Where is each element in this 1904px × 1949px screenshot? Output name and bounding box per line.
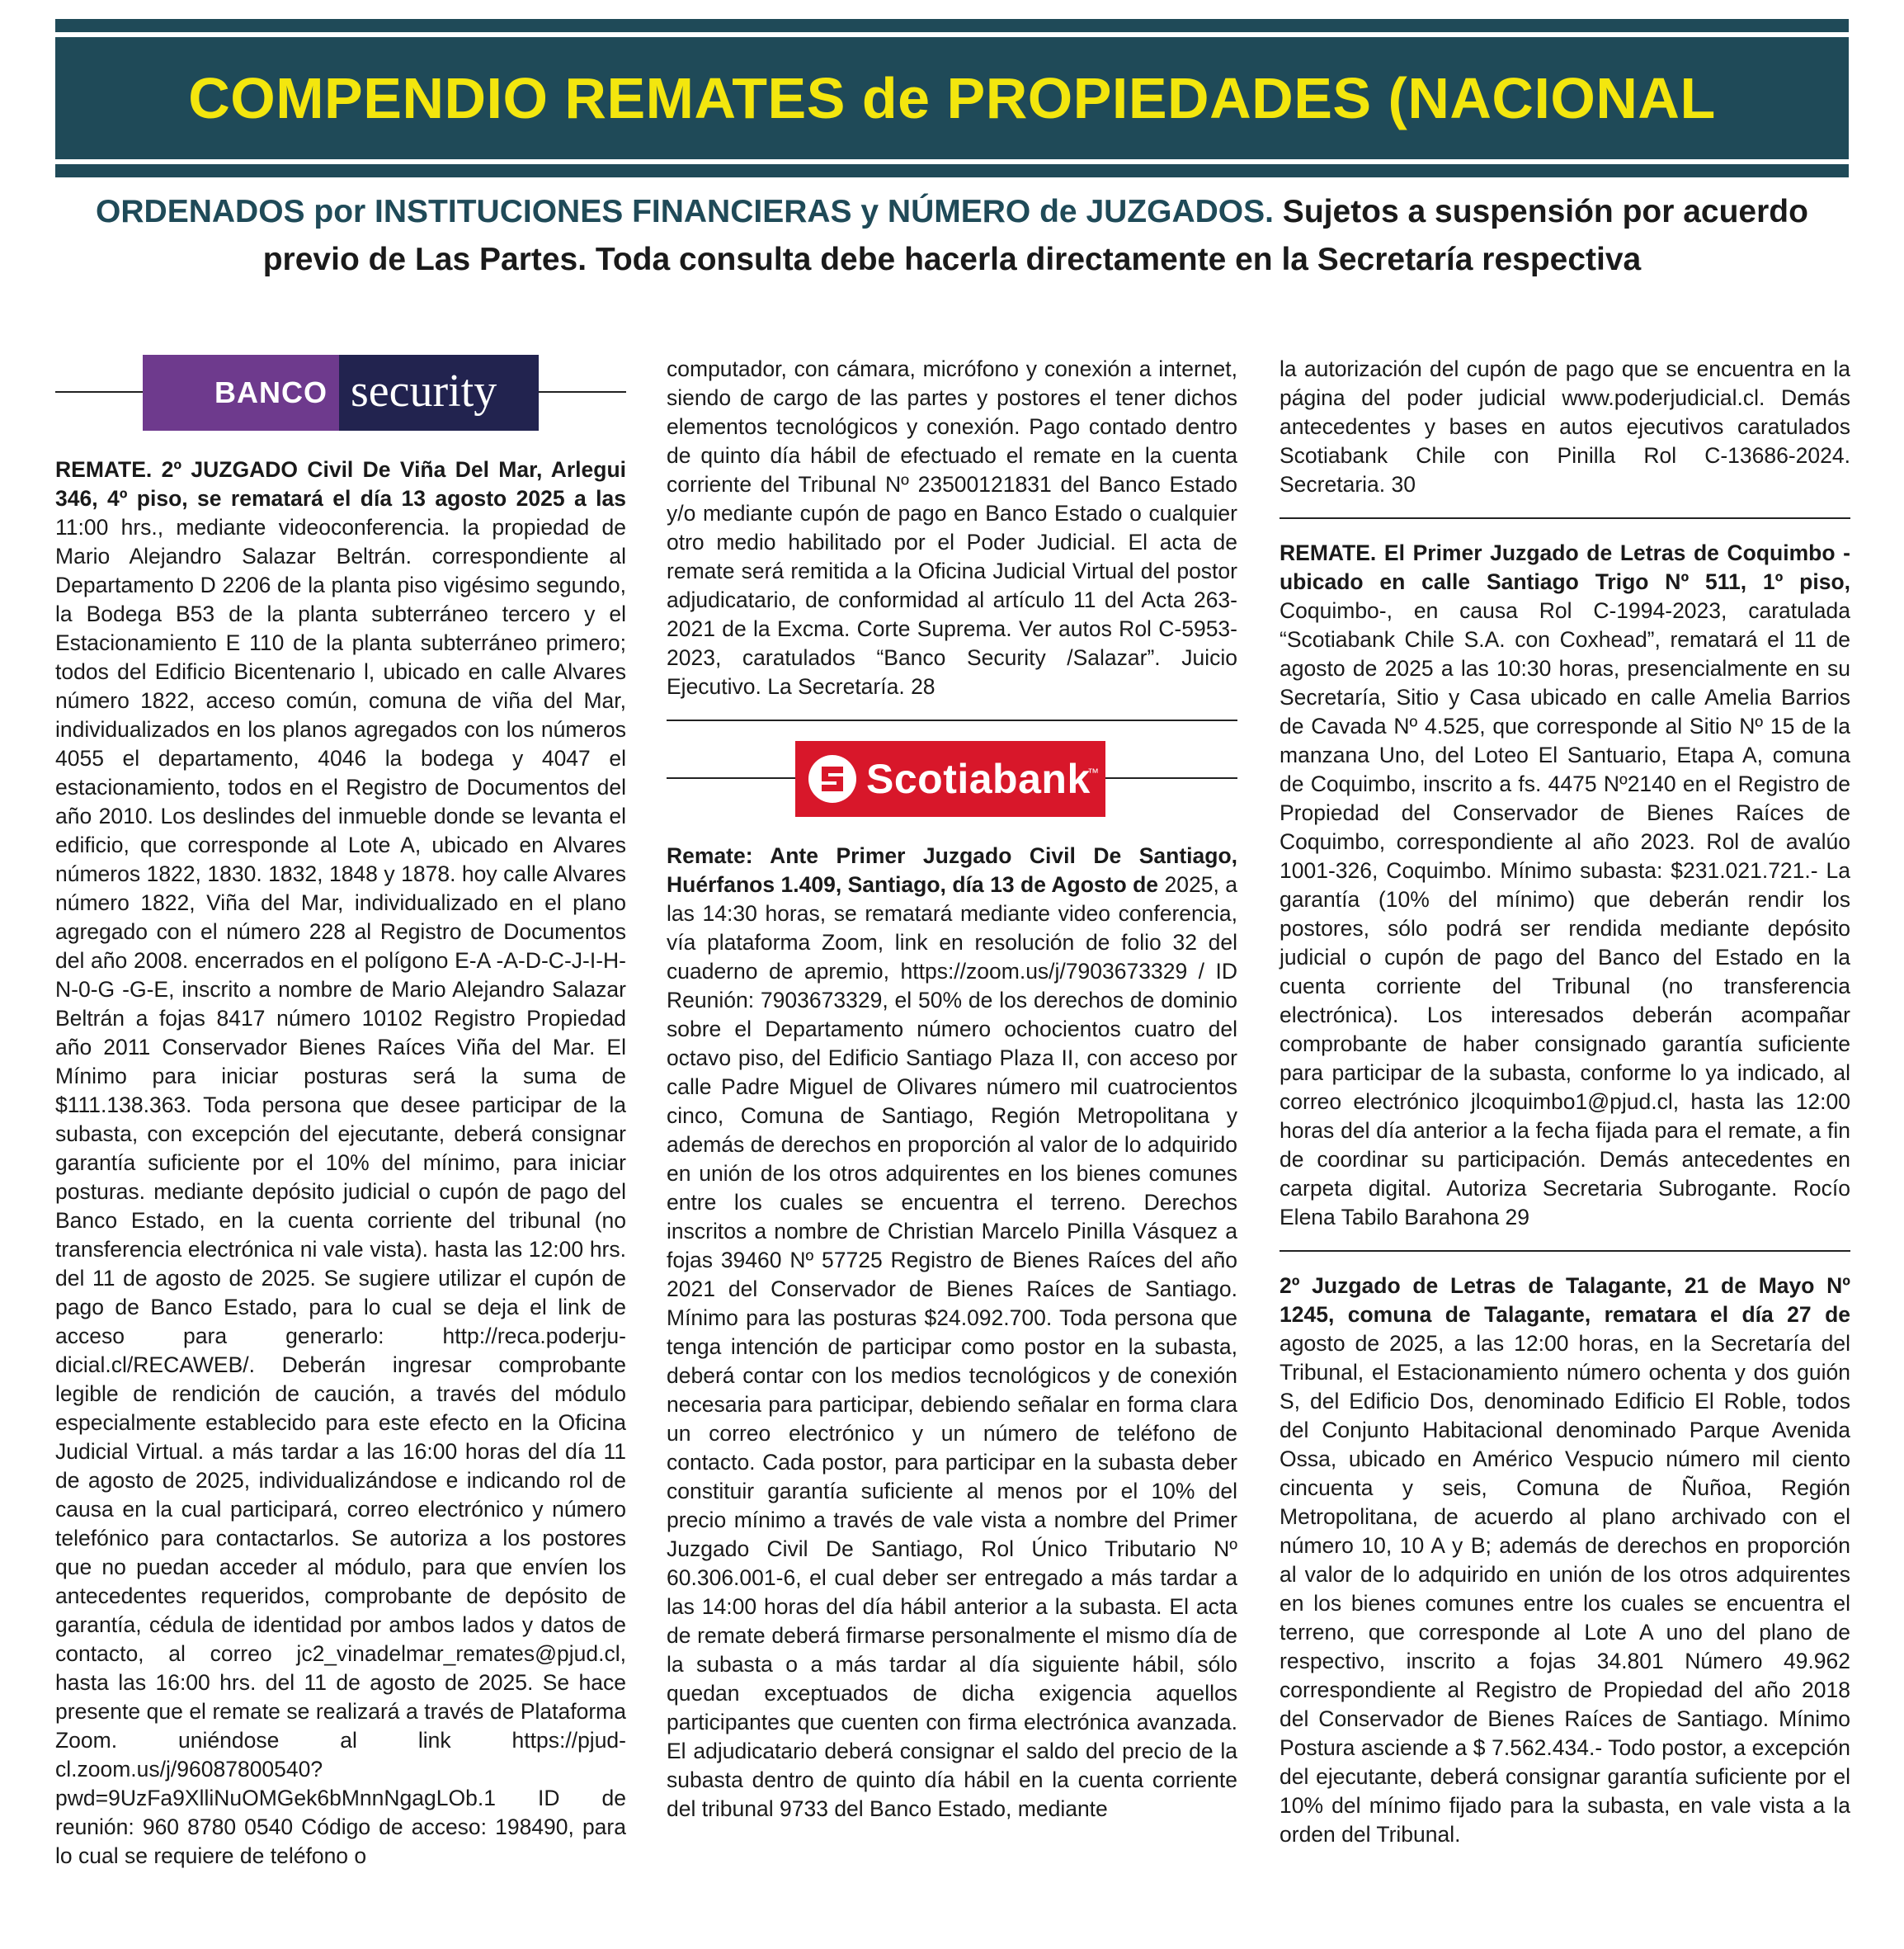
notice-lead: Remate: Ante Primer Juzgado Civil De Santiago, Huérfanos 1.409, Santiago, día 13 de Agosto de [667,843,1237,897]
notice-scotia-1-continued: la autorización del cupón de pago que se encuentra en la página del poder judicial www.poderjudicial.cl. Demás antecedentes y bases en autos ejecutivos caratulados Scotiabank Chile con Pinilla Rol C-13686-2024. Secretaria. 30 [1280,356,1850,497]
notice-lead: 2º Juzgado de Letras de Talagante, 21 de Mayo Nº 1245, comuna de Talagante, rematara el día 27 de [1280,1273,1850,1327]
column-3 [1280,355,1850,1849]
notice-body: 11:00 hrs., mediante videoconferencia. la propiedad de Mario Alejandro Salazar Beltrán. correspondiente al Departamento D 2206 de la planta piso vigésimo segundo, la Bodega B53 de la planta subterráneo tercero y el Estacionamiento E 110 de la planta subterráneo primero; todos del Edificio Bicentenario l, ubicado en calle Alvares número 1822, acceso común, comuna de viña del Mar, individualizados en los planos agregados con los números 4055 el departamento, 4046 la bodega y 4047 el estacionamiento, todos en el Registro de Documentos del año 2010. Los deslindes del inmueble donde se levanta el edificio, que corresponde al Lote A, ubicado en Alvares números 1822, 1830. 1832, 1848 y 1878. hoy calle Alvares número 1822, Viña del Mar, individualizado en el plano agregado con el número 228 al Registro de Documentos del año 2008. encerrados en el polígono E-A -A-D-C-J-I-H-N-0-G -G-E, inscrito a nombre de Mario Alejandro Salazar Beltrán a fojas 8417 número 10102 Registro Propiedad año 2011 Conservador Bienes Raíces Viña del Mar. El Mínimo para iniciar posturas será la suma de $111.138.363. Toda persona que desee participar de la subasta, con excepción del ejecutante, deberá consignar garantía suficiente por el 10% del mínimo, para iniciar posturas. mediante depósito judicial o cupón de pago del Banco Estado, en la cuenta corriente del tribunal (no transferencia electrónica ni vale vista). hasta las 12:00 hrs. del 11 de agosto de 2025. Se sugiere utilizar el cupón de pago de Banco Estado, para lo cual se deja el link de acceso para generarlo: http://reca.poderju-dicial.cl/RECAWEB/. Deberán ingresar comprobante legible de rendición de caución, a través del módulo especialmente establecido para este efecto en la Oficina Judicial Virtual. a más tardar a las 16:00 horas del día 11 de agosto de 2025, individualizándose e indicando rol de causa en la cual participará, correo electrónico y número telefónico para contactarlos. Se autoriza a los postores que no puedan acceder al módulo, para que envíen los antecedentes requeridos, comprobante de depósito de garantía, cédula de identidad por ambos lados y datos de contacto, al correo jc2_vinadelmar_remates@pjud.cl, hasta las 16:00 hrs. del 11 de agosto de 2025. Se hace presente que el remate se realizará a través de Plataforma Zoom. uniéndose al link https://pjud-cl.zoom.us/j/96087800540?pwd=9UzFa9XlliNuOMGek6bMnnNgagLOb.1 ID de reunión: 960 8780 0540 Código de acceso: 198490, para lo cual se requiere de teléfono o [55,515,626,1868]
title-banner [55,19,1849,177]
notice-lead: REMATE. 2º JUZGADO Civil De Viña Del Mar, Arlegui 346, 4º piso, se rematará el día 13 agosto 2025 a las [55,457,626,511]
scotiabank-s-icon [807,753,858,805]
notice-security-1-continued: computador, con cámara, micrófono y conexión a internet, siendo de cargo de las partes y postores el tener dichos elementos tecnológicos y conexión. Pago contado dentro de quinto día hábil de efectuado el remate en la cuenta corriente del Tribunal Nº 23500121831 del Banco Estado y/o mediante cupón de pago en Banco Estado o cualquier otro medio habilitado por el Poder Judicial. El acta de remate será remitida a la Oficina Judicial Virtual del postor adjudicatario, de conformidad al artículo 11 del Acta 263-2021 de la Excma. Corte Suprema. Ver autos Rol C-5953-2023, caratulados “Banco Security /Salazar”. Juicio Ejecutivo. La Secretaría. 28 [667,356,1237,699]
notice-security-1 [55,455,626,1871]
notice-body: 2025, a las 14:30 horas, se rematará mediante video conferencia, vía plataforma Zoom, link en resolución de folio 32 del cuaderno de apremio, https://zoom.us/j/7903673329 / ID Reunión: 7903673329, el 50% de los derechos de dominio sobre el Departamento número ochocientos cuatro del octavo piso, del Edificio Santiago Plaza II, con acceso por calle Padre Miguel de Olivares número mil cuatrocientos cinco, Comuna de Santiago, Región Metropolitana y además de derechos en proporción al valor de lo adquirido en unión de los otros adquirentes en los bienes comunes entre los cuales se encuentra el terreno. Derechos inscritos a nombre de Christian Marcelo Pinilla Vásquez a fojas 39460 Nº 57725 Registro de Bienes Raíces del año 2021 del Conservador de Bienes Raíces de Santiago. Mínimo para las posturas $24.092.700. Toda persona que tenga intención de participar como postor en la subasta, deberá contar con los medios tecnológicos y de conexión necesaria para participar, debiendo señalar en forma clara un correo electrónico y un número de teléfono de contacto. Cada postor, para participar en la subasta deber constituir garantía suficiente al menos por el 10% del precio mínimo a través de vale vista a nombre del Primer Juzgado Civil De Santiago, Rol Único Tributario Nº 60.306.001-6, el cual deber ser entregado a más tardar a las 14:00 horas del día hábil anterior a la subasta. El acta de remate deberá firmarse personalmente el mismo día de la subasta o a más tardar al día siguiente hábil, sólo quedan exceptuados de dicha exigencia aquellos participantes que cuenten con firma electrónica avanzada. El adjudicatario deberá consignar el saldo del precio de la subasta dentro de quinto día hábil en la cuenta corriente del tribunal 9733 del Banco Estado, mediante [667,872,1238,1821]
subtitle-text: Sujetos a suspensión por acuerdo previo de Las Partes. Toda consulta debe hacerla directamente en la Secretaría respectiva [262,194,1808,277]
notice-body: Coquimbo-, en causa Rol C-1994-2023, caratulada “Scotiabank Chile S.A. con Coxhead”, rematará el 11 de agosto de 2025 a las 10:30 horas, presencialmente en su Secretaría, Sitio y Casa ubicado en calle Amelia Barrios de Cavada Nº 4.525, que corresponde al Sitio Nº 15 de la manzana Uno, del Loteo El Santuario, Etapa A, comuna de Coquimbo, inscrito a fs. 4475 Nº2140 en el Registro de Propiedad del Conservador de Bienes Raíces de Coquimbo, correspondiente al año 2023. Rol de avalúo 1001-326, Coquimbo. Mínimo subasta: $231.021.721.- La garantía (10% del mínimo) que deberán rendir los postores, sólo podrá ser rendida mediante depósito judicial o cupón de pago del Banco del Estado en la cuenta corriente del Tribunal (no transferencia electrónica). Los interesados deberán acompañar comprobante de haber consignado garantía suficiente para participar de la subasta, conforme lo ya indicado, al correo electrónico jlcoquimbo1@pjud.cl, hasta las 12:00 horas del día anterior a la fecha fijada para el remate, a fin de coordinar su participación. Demás antecedentes en carpeta digital. Autoriza Secretaria Subrogante. Rocío Elena Tabilo Barahona 29 [1280,598,1850,1229]
scotiabank-logo [795,741,1105,817]
notice-scotia-3 [1280,1272,1850,1849]
page-title: COMPENDIO REMATES de PROPIEDADES (NACIONAL [188,66,1716,130]
trademark-mark: ™ [1087,766,1099,779]
page-subtitle [49,188,1855,284]
notice-lead: REMATE. El Primer Juzgado de Letras de Coquimbo -ubicado en calle Santiago Trigo Nº 511, 1º piso, [1280,540,1850,594]
notice-scotia-1 [667,842,1237,1824]
logo-security-text: security [339,355,539,431]
notice-body: agosto de 2025, a las 12:00 horas, en la Secretaría del Tribunal, el Estacionamiento número ochenta y dos guión S, del Edificio Dos, denominado Edificio El Roble, todos del Conjunto Habitacional denominado Parque Avenida Ossa, ubicado en Américo Vespucio número mil ciento cincuenta y seis, Comuna de Ñuñoa, Región Metropolitana, de acuerdo al plano archivado con el número 10, 10 A y B; además de derechos en proporción al valor de lo adquirido en unión de los otros adquirentes en los bienes comunes entre los cuales se encuentra el terreno, que corresponde al Lote A uno del plano de respectivo, inscrito a fojas 34.801 Número 49.962 correspondiente al Registro de Propiedad del año 2018 del Conservador de Bienes Raíces de Santiago. Mínimo Postura asciende a $ 7.562.434.- Todo postor, a excepción del ejecutante, deberá consignar garantía suficiente por el 10% del mínimo fijado para la subasta, en vale vista a la orden del Tribunal. [1280,1331,1850,1847]
divider [1280,517,1850,519]
divider [667,720,1237,721]
logo-banco-text: BANCO [143,355,339,431]
banner-bottom-stripe [55,159,1849,164]
scotiabank-header [667,741,1237,817]
banco-security-logo [143,355,539,431]
scotiabank-wordmark: Scotiabank [866,756,1091,802]
divider [1280,1250,1850,1252]
banco-security-header [55,355,626,431]
subtitle-emphasis: ORDENADOS por INSTITUCIONES FINANCIERAS y NÚMERO de JUZGADOS. [96,194,1274,229]
column-2 [667,355,1237,1824]
notice-scotia-2 [1280,539,1850,1232]
column-1 [55,355,626,1871]
